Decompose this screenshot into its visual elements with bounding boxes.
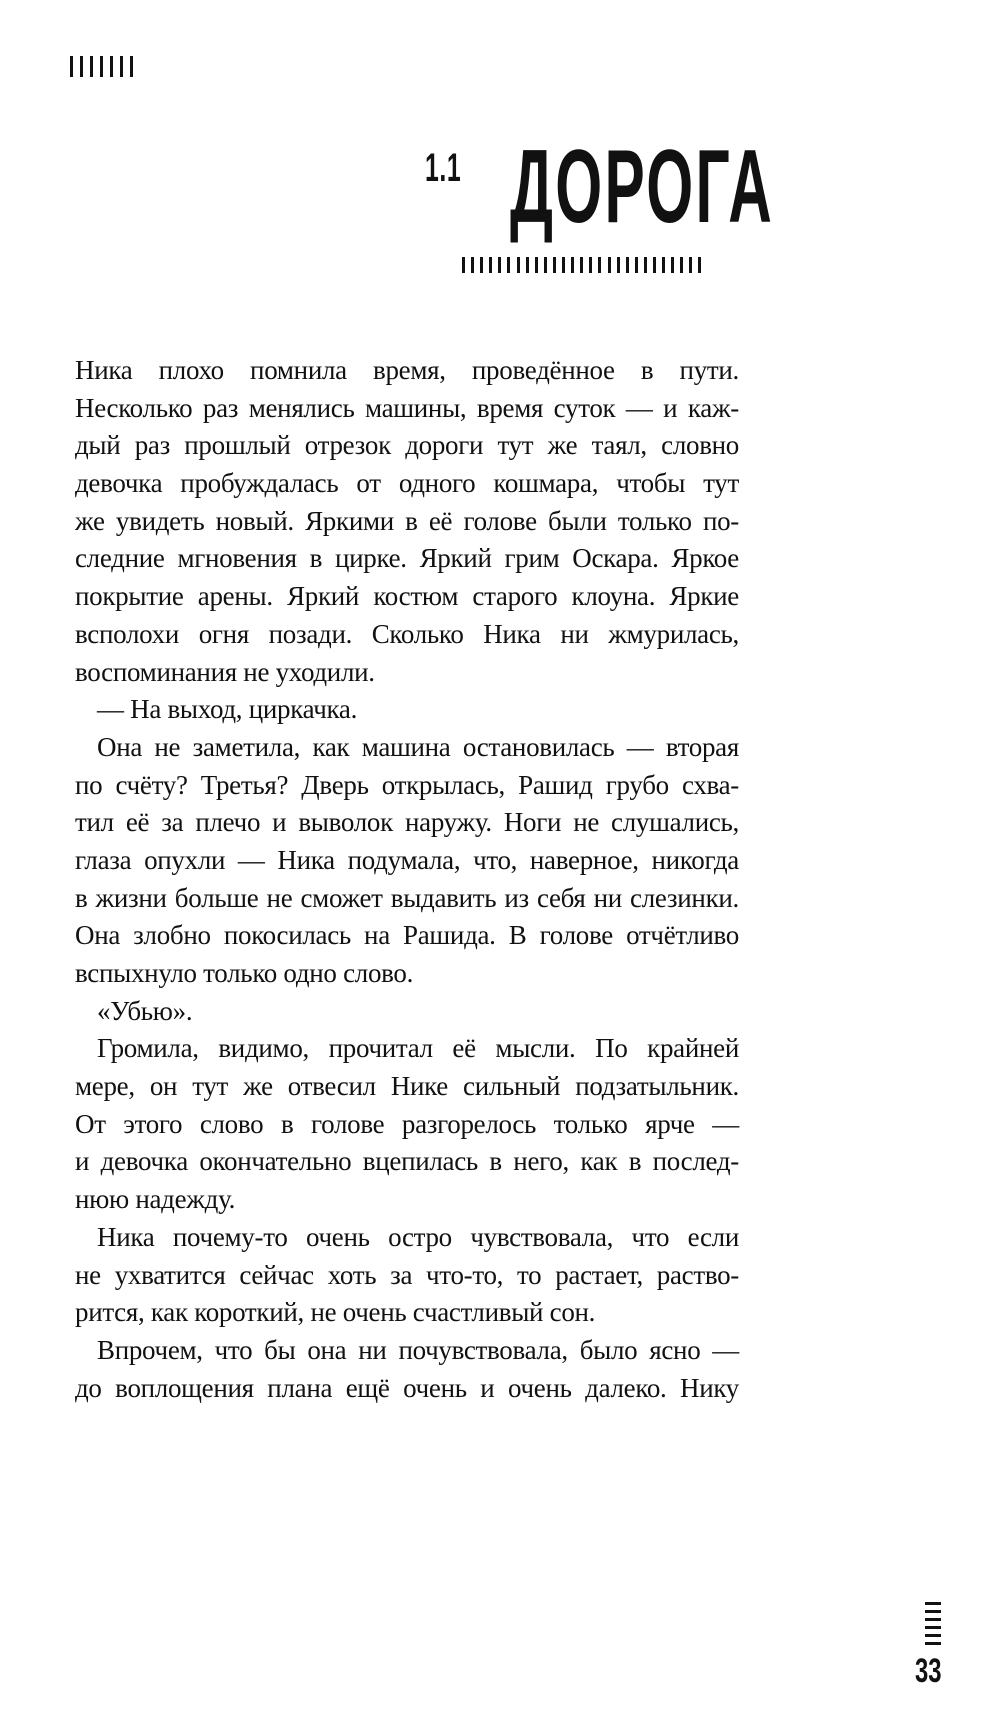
chapter-title: ДОРОГА	[510, 129, 775, 245]
text-line: мере, он тут же отвесил Нике сильный подзатыльник.	[75, 1071, 739, 1102]
ornament-bar	[653, 257, 656, 273]
ornament-bar	[80, 56, 83, 77]
ornament-bar	[462, 257, 465, 273]
ornament-bar	[925, 1610, 941, 1613]
ornament-bar	[489, 257, 492, 273]
text-line: в жизни больше не сможет выдавить из себя ни слезинки.	[75, 882, 739, 913]
ornament-bar	[698, 257, 701, 273]
ornament-bar	[498, 257, 501, 273]
ornament-bar	[925, 1602, 941, 1605]
ornament-bar	[90, 56, 93, 77]
page-number-ornament-bars	[925, 1602, 941, 1645]
ornament-bar	[480, 257, 483, 273]
ornament-bar	[100, 56, 103, 77]
text-line: воспоминания не уходили.	[75, 656, 375, 687]
ornament-bar	[635, 257, 638, 273]
ornament-bar	[110, 56, 113, 77]
text-line: всполохи огня позади. Сколько Ника ни жмурилась,	[75, 618, 739, 649]
ornament-bar	[589, 257, 592, 273]
text-line: тил её за плечо и выволок наружу. Ноги не слушались,	[75, 807, 739, 838]
text-line: От этого слово в голове разгорелось только ярче —	[75, 1108, 739, 1139]
text-line: же увидеть новый. Яркими в её голове были только по-	[75, 505, 739, 536]
ornament-bar	[689, 257, 692, 273]
text-line: и девочка окончательно вцепилась в него, как в послед-	[75, 1146, 739, 1177]
text-line: Несколько раз менялись машины, время суток — и каж-	[75, 392, 739, 423]
ornament-bar	[662, 257, 665, 273]
ornament-bar	[925, 1642, 941, 1645]
text-line: Впрочем, что бы она ни почувствовала, было ясно —	[97, 1334, 739, 1365]
text-line: по счёту? Третья? Дверь открылась, Рашид грубо схва-	[75, 769, 739, 800]
ornament-bar	[925, 1618, 941, 1621]
ornament-bar	[925, 1634, 941, 1637]
ornament-bar	[671, 257, 674, 273]
text-line: — На выход, циркачка.	[97, 694, 358, 725]
ornament-bar	[553, 257, 556, 273]
chapter-number: 1.1	[425, 146, 462, 190]
text-line: вспыхнуло только одно слово.	[75, 958, 414, 988]
text-line: девочка пробуждалась от одного кошмара, чтобы тут	[75, 468, 739, 499]
title-underline-bars	[462, 257, 701, 273]
page-number: 33	[915, 1652, 942, 1690]
ornament-bar	[517, 257, 520, 273]
text-line: Она злобно покосилась на Рашида. В голове отчётливо	[75, 920, 739, 951]
ornament-bar	[130, 56, 133, 77]
ornament-bar	[535, 257, 538, 273]
header-ornament-bars	[70, 56, 133, 77]
text-line: Громила, видимо, прочитал её мысли. По крайней	[97, 1033, 739, 1064]
ornament-bar	[471, 257, 474, 273]
ornament-bar	[608, 257, 611, 273]
ornament-bar	[544, 257, 547, 273]
ornament-bar	[617, 257, 620, 273]
ornament-bar	[571, 257, 574, 273]
text-line: не ухватится сейчас хоть за что-то, то растает, раство-	[75, 1259, 739, 1290]
ornament-bar	[644, 257, 647, 273]
ornament-bar	[507, 257, 510, 273]
ornament-bar	[626, 257, 629, 273]
text-line: следние мгновения в цирке. Яркий грим Оскара. Яркое	[75, 543, 739, 574]
text-line: Ника плохо помнила время, проведённое в пути.	[75, 355, 739, 385]
ornament-bar	[70, 56, 73, 77]
text-line: «Убью».	[97, 995, 193, 1026]
text-line: нюю надежду.	[75, 1184, 236, 1215]
text-line: Она не заметила, как машина остановилась — вторая	[97, 731, 739, 762]
ornament-bar	[925, 1626, 941, 1629]
text-line: до воплощения плана ещё очень и очень далеко. Нику	[75, 1372, 739, 1403]
text-line: Ника почему-то очень остро чувствовала, что если	[97, 1221, 739, 1252]
ornament-bar	[562, 257, 565, 273]
ornament-bar	[580, 257, 583, 273]
ornament-bar	[680, 257, 683, 273]
text-line: глаза опухли — Ника подумала, что, наверное, никогда	[75, 844, 739, 875]
body-text	[75, 352, 739, 1407]
text-line: рится, как короткий, не очень счастливый сон.	[75, 1297, 596, 1328]
ornament-bar	[120, 56, 123, 77]
ornament-bar	[598, 257, 601, 273]
text-line: дый раз прошлый отрезок дороги тут же таял, словно	[75, 430, 739, 461]
text-line: покрытие арены. Яркий костюм старого клоуна. Яркие	[75, 581, 739, 612]
ornament-bar	[526, 257, 529, 273]
